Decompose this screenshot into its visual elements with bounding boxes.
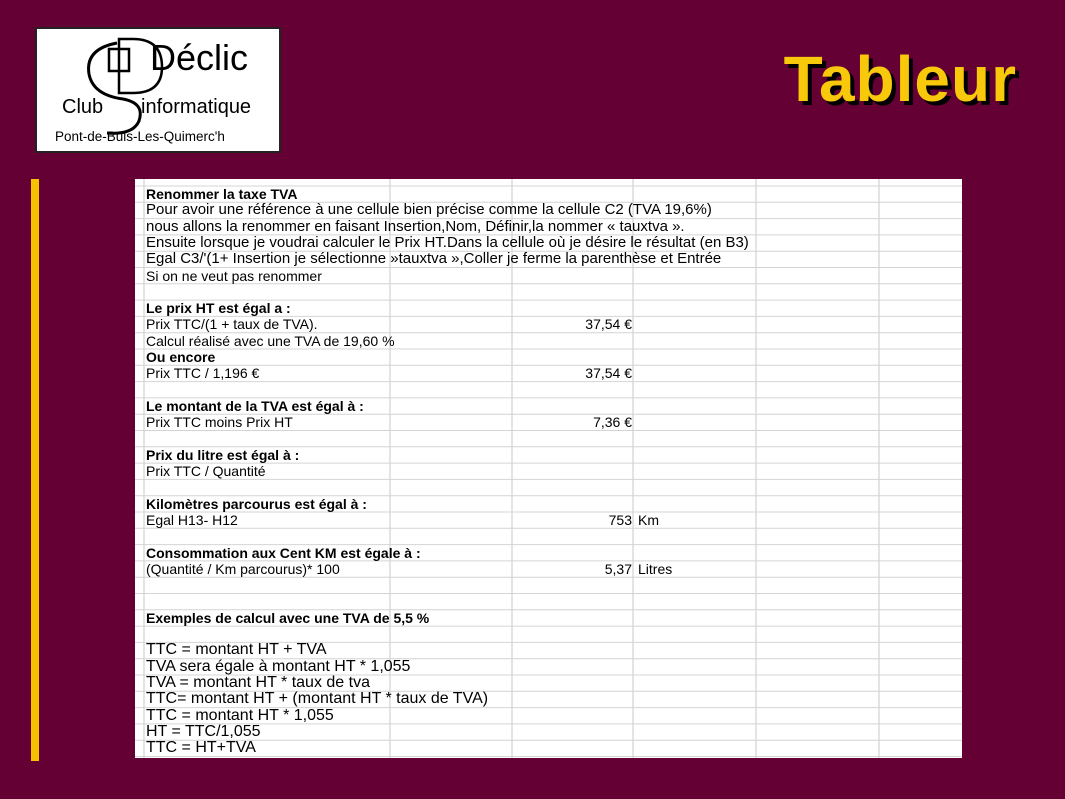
logo-club-text: Club (62, 96, 104, 118)
sheet-cell-label: Si on ne veut pas renommer (146, 267, 322, 284)
sheet-cell-label: Renommer la taxe TVA (146, 186, 298, 202)
sheet-row (135, 675, 962, 691)
sheet-row (135, 431, 962, 447)
sheet-cell-label: Le prix HT est égal a : (146, 300, 291, 317)
sheet-row (135, 479, 962, 495)
sheet-row (135, 463, 962, 479)
sheet-row (135, 626, 962, 642)
sheet-cell-label: TTC = montant HT + TVA (146, 641, 327, 659)
sheet-row (135, 284, 962, 300)
logo-brand: Déclic (150, 37, 249, 78)
sheet-cell-label: Prix TTC / Quantité (146, 463, 266, 480)
sheet-cell-label: Calcul réalisé avec une TVA de 19,60 % (146, 332, 395, 349)
sheet-row (135, 577, 962, 593)
spreadsheet-image (135, 179, 962, 758)
sheet-cell-label: TTC = montant HT * 1,055 (146, 706, 334, 724)
sheet-row (135, 724, 962, 740)
sheet-row (135, 365, 962, 381)
sheet-row (135, 447, 962, 463)
sheet-cell-value: 5,37 (604, 560, 632, 577)
sheet-row (135, 512, 962, 528)
sheet-row (135, 610, 962, 626)
sheet-row (135, 398, 962, 414)
sheet-cell-label: Egal C3/'(1+ Insertion je sélectionne »tauxtva »,Coller je ferme la parenthèse et Entrée (146, 250, 722, 268)
sheet-cell-label: HT = TTC/1,055 (146, 722, 261, 740)
sheet-row (135, 268, 962, 284)
sheet-cell-value: 753 (608, 512, 632, 528)
sheet-cell-unit: Litres (638, 560, 673, 577)
sheet-cell-label: Ensuite lorsque je voudrai calculer le Prix HT.Dans la cellule où je désire le résultat (en B3) (146, 233, 749, 251)
sheet-cell-label: TVA sera égale à montant HT * 1,055 (146, 657, 411, 675)
sheet-cell-label: Prix TTC/(1 + taux de TVA). (146, 316, 318, 333)
sheet-cell-label: Kilomètres parcourus est égal à : (146, 495, 367, 512)
sheet-row (135, 642, 962, 658)
sheet-row (135, 691, 962, 707)
logo-informatique-text: informatique (141, 96, 252, 118)
sheet-row (135, 561, 962, 577)
sheet-cell-label: Consommation aux Cent KM est égale à : (146, 544, 421, 561)
sheet-row (135, 251, 962, 267)
sheet-cell-unit: Km (638, 512, 659, 528)
sheet-cell-value: 37,54 € (585, 316, 632, 333)
sheet-cell-label: Prix TTC / 1,196 € (146, 365, 260, 382)
sheet-row (135, 316, 962, 332)
sheet-cell-label: TVA = montant HT * taux de tva (146, 674, 370, 691)
sheet-row (135, 235, 962, 251)
slide-title: Tableur (783, 43, 1017, 115)
sheet-cell-value: 7,36 € (593, 414, 632, 431)
sheet-row (135, 186, 962, 202)
sheet-cell-label: TTC= montant HT + (montant HT * taux de TVA) (146, 690, 489, 708)
sheet-cell-label: TTC = HT+TVA (146, 739, 256, 757)
sheet-cell-label: Prix TTC moins Prix HT (146, 414, 293, 431)
sheet-row (135, 659, 962, 675)
sheet-cell-label: (Quantité / Km parcourus)* 100 (146, 560, 340, 577)
sheet-row (135, 545, 962, 561)
sheet-row (135, 496, 962, 512)
sheet-cell-label: Egal H13- H12 (146, 512, 238, 528)
sheet-row (135, 300, 962, 316)
sheet-row (135, 382, 962, 398)
sheet-row (135, 708, 962, 724)
sheet-cell-value: 37,54 € (585, 365, 632, 382)
club-logo (35, 27, 281, 153)
sheet-row (135, 202, 962, 218)
sheet-row (135, 740, 962, 756)
logo-s-curve (89, 43, 141, 133)
sheet-cell-label: Ou encore (146, 349, 216, 365)
sheet-cell-label: Prix du litre est égal à : (146, 446, 300, 463)
sheet-row (135, 349, 962, 365)
sheet-cell-label: Le montant de la TVA est égal à : (146, 397, 364, 414)
sheet-cell-label: Exemples de calcul avec une TVA de 5,5 % (146, 609, 430, 626)
sheet-row (135, 333, 962, 349)
accent-bar (31, 179, 39, 761)
sheet-cell-label: nous allons la renommer en faisant Insertion,Nom, Définir,la nommer « tauxtva ». (146, 217, 685, 235)
sheet-cell-label: Pour avoir une référence à une cellule bien précise comme la cellule C2 (TVA 19,6%) (146, 201, 712, 219)
sheet-row (135, 414, 962, 430)
logo-location: Pont-de-Buis-Les-Quimerc'h (55, 129, 225, 144)
sheet-row (135, 219, 962, 235)
sheet-row (135, 594, 962, 610)
sheet-row (135, 528, 962, 544)
